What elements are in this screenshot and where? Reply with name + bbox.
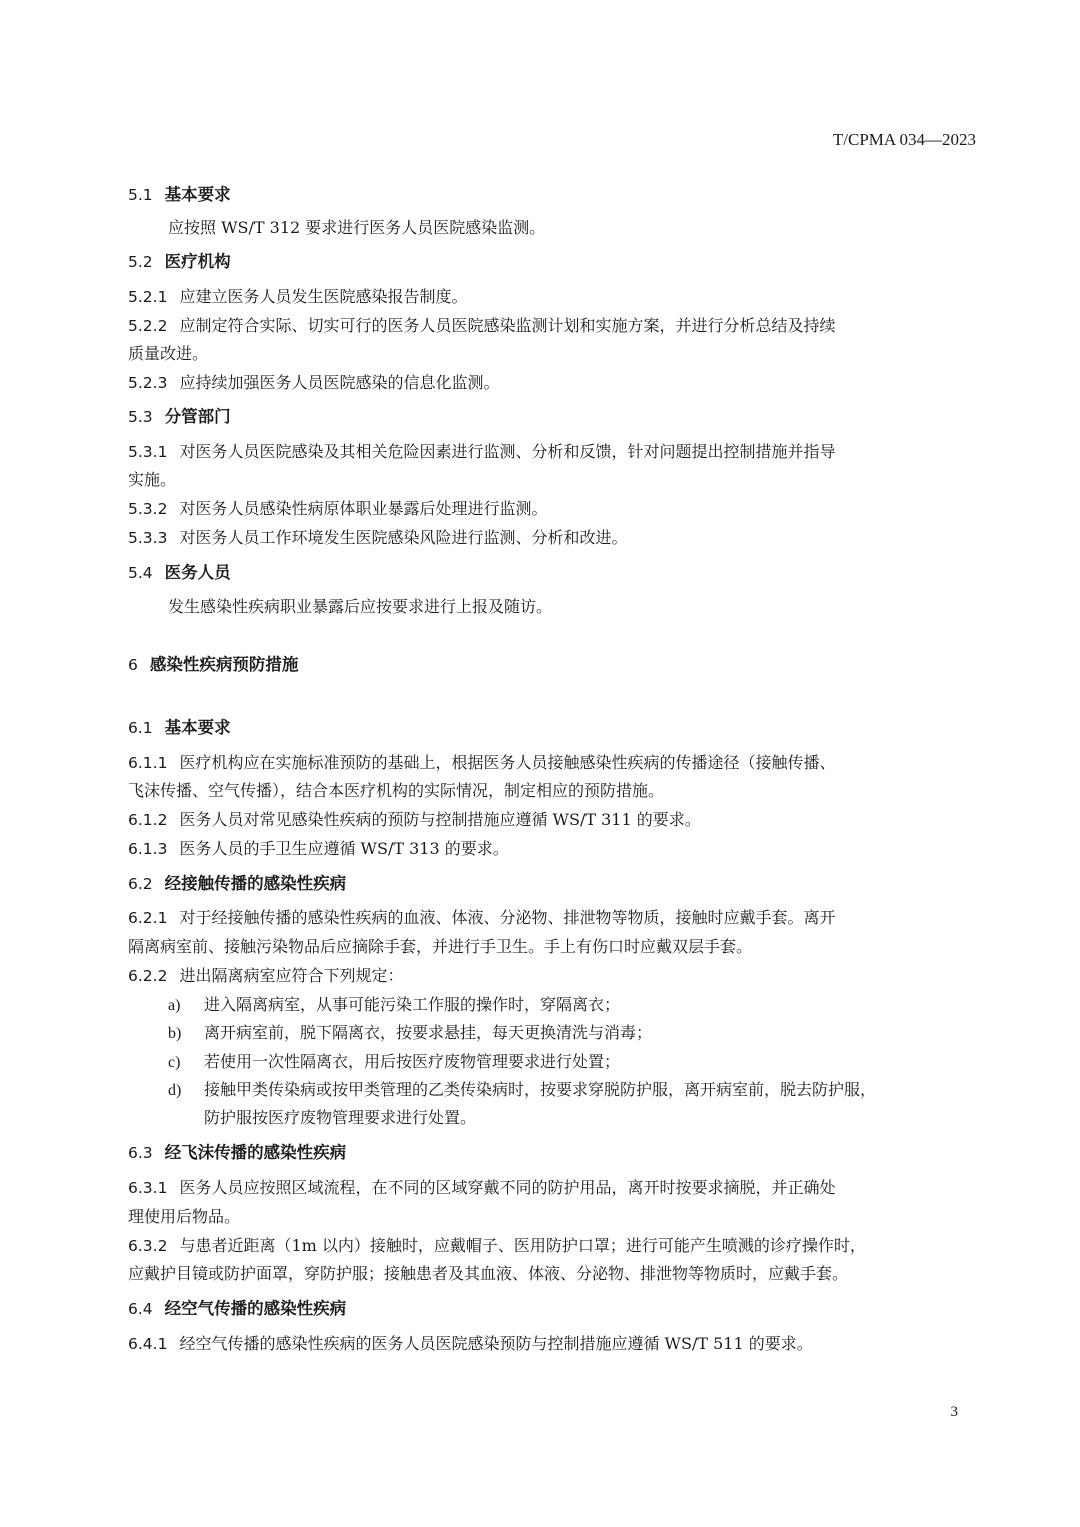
section-heading: 5.1 基本要求 (128, 185, 231, 204)
list-item: a) 进入隔离病室，从事可能污染工作服的操作时，穿隔离衣； (168, 995, 621, 1014)
list-item: d) 接触甲类传染病或按甲类管理的乙类传染病时，按要求穿脱防护服，离开病室前，脱去防护服， (168, 1080, 877, 1099)
clause: 6.2.2 进出隔离病室应符合下列规定： (128, 966, 404, 985)
clause: 5.2.2 应制定符合实际、切实可行的医务人员医院感染监测计划和实施方案，并进行分析总结及持续 (128, 316, 836, 335)
clause: 5.3.3 对医务人员工作环境发生医院感染风险进行监测、分析和改进。 (128, 528, 628, 547)
document-code: T/CPMA 034—2023 (832, 130, 976, 149)
paragraph: 发生感染性疾病职业暴露后应按要求进行上报及随访。 (168, 597, 553, 616)
clause-continuation: 质量改进。 (128, 344, 209, 363)
chapter-heading: 6 感染性疾病预防措施 (128, 655, 299, 674)
clause: 6.4.1 经空气传播的感染性疾病的医务人员医院感染预防与控制措施应遵循 WS/T 511 的要求。 (128, 1334, 813, 1353)
clause-continuation: 应戴护目镜或防护面罩，穿防护服；接触患者及其血液、体液、分泌物、排泄物等物质时，应戴手套。 (128, 1264, 849, 1283)
clause: 5.3.1 对医务人员医院感染及其相关危险因素进行监测、分析和反馈，针对问题提出控制措施并指导 (128, 442, 836, 461)
clause: 6.2.1 对于经接触传播的感染性疾病的血液、体液、分泌物、排泄物等物质，接触时应戴手套。离开 (128, 908, 836, 927)
clause: 6.1.2 医务人员对常见感染性疾病的预防与控制措施应遵循 WS/T 311 的要求。 (128, 810, 701, 829)
section-heading: 5.4 医务人员 (128, 563, 231, 582)
list-item-continuation: 防护服按医疗废物管理要求进行处置。 (204, 1108, 477, 1127)
clause-continuation: 理使用后物品。 (128, 1207, 241, 1226)
list-item: b) 离开病室前，脱下隔离衣，按要求悬挂，每天更换清洗与消毒； (168, 1023, 653, 1042)
clause-continuation: 实施。 (128, 470, 177, 489)
section-heading: 6.2 经接触传播的感染性疾病 (128, 874, 347, 893)
section-heading: 6.3 经飞沫传播的感染性疾病 (128, 1143, 347, 1162)
clause: 5.2.1 应建立医务人员发生医院感染报告制度。 (128, 287, 468, 306)
clause: 5.3.2 对医务人员感染性病原体职业暴露后处理进行监测。 (128, 499, 548, 518)
clause: 6.3.1 医务人员应按照区域流程，在不同的区域穿戴不同的防护用品，离开时按要求摘脱，并正确处 (128, 1178, 836, 1197)
list-item: c) 若使用一次性隔离衣，用后按医疗废物管理要求进行处置； (168, 1052, 621, 1071)
section-heading: 5.2 医疗机构 (128, 252, 231, 271)
section-heading: 6.1 基本要求 (128, 718, 231, 737)
page-number: 3 (950, 1404, 958, 1420)
paragraph: 应按照 WS/T 312 要求进行医务人员医院感染监测。 (168, 218, 546, 237)
section-heading: 6.4 经空气传播的感染性疾病 (128, 1299, 347, 1318)
section-heading: 5.3 分管部门 (128, 407, 231, 426)
clause-continuation: 隔离病室前、接触污染物品后应摘除手套，并进行手卫生。手上有伤口时应戴双层手套。 (128, 937, 753, 956)
clause: 6.1.3 医务人员的手卫生应遵循 WS/T 313 的要求。 (128, 839, 509, 858)
clause-continuation: 飞沫传播、空气传播），结合本医疗机构的实际情况，制定相应的预防措施。 (128, 781, 665, 800)
clause: 5.2.3 应持续加强医务人员医院感染的信息化监测。 (128, 373, 500, 392)
clause: 6.3.2 与患者近距离（1m 以内）接触时，应戴帽子、医用防护口罩；进行可能产生喷溅的诊疗操作时， (128, 1236, 866, 1255)
clause: 6.1.1 医疗机构应在实施标准预防的基础上，根据医务人员接触感染性疾病的传播途径（接触传播、 (128, 753, 836, 772)
